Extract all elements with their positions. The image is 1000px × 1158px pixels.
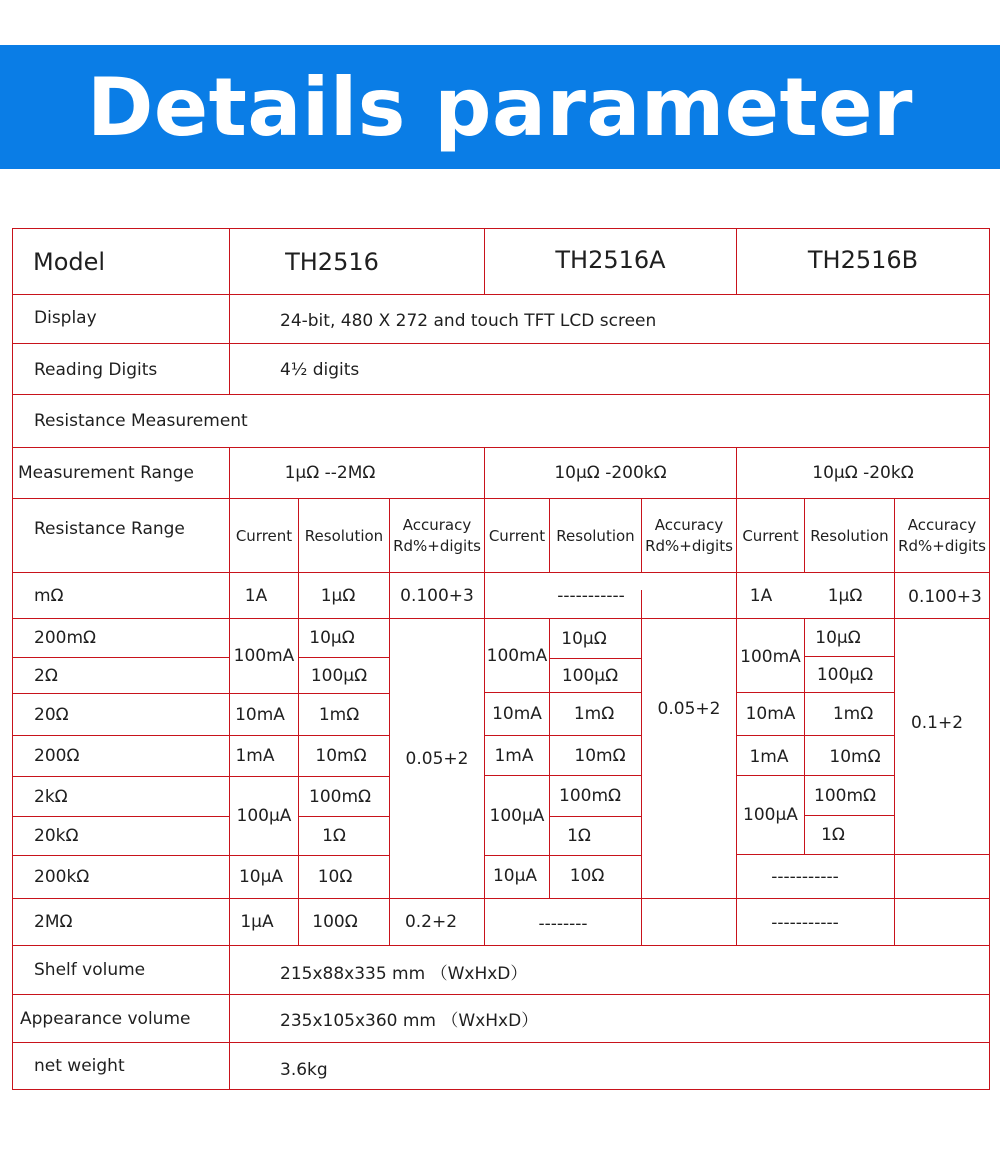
reading-digits-value: 4½ digits — [280, 359, 360, 380]
th2516b-dash: ----------- — [771, 912, 839, 933]
header-current: Current — [235, 526, 293, 545]
th2516a-resolution: 10mΩ — [574, 745, 626, 766]
net-weight-label: net weight — [34, 1056, 125, 1076]
shelf-volume-value: 215x88x335 mm （WxHxD） — [280, 963, 528, 984]
th2516-resolution: 10mΩ — [315, 746, 367, 766]
th2516-resolution: 10μΩ — [309, 628, 355, 648]
th2516a-accuracy: 0.05+2 — [657, 698, 721, 719]
header-resolution: Resolution — [556, 526, 635, 545]
measurement-range-th2516b: 10μΩ -20kΩ — [812, 463, 914, 483]
range-label: mΩ — [34, 585, 64, 606]
th2516b-resolution: 100mΩ — [814, 785, 876, 806]
th2516a-dash: ----------- — [557, 585, 625, 606]
accuracy-line: Accuracy — [654, 515, 724, 534]
range-label: 2kΩ — [34, 786, 68, 807]
th2516b-accuracy: 0.1+2 — [910, 713, 964, 733]
th2516b-dash: ----------- — [771, 866, 839, 887]
accuracy-unit-line: Rd%+digits — [645, 536, 733, 555]
th2516a-dash: -------- — [538, 914, 588, 934]
header-current: Current — [742, 526, 799, 545]
th2516-resolution: 100μΩ — [310, 665, 368, 686]
header-accuracy — [390, 499, 484, 572]
th2516-resolution: 10Ω — [317, 867, 353, 887]
range-label: 200mΩ — [34, 628, 96, 648]
th2516b-resolution: 100μΩ — [816, 664, 874, 685]
th2516-current: 1A — [244, 585, 268, 606]
accuracy-line: Accuracy — [907, 515, 977, 534]
display-value: 24-bit, 480 X 272 and touch TFT LCD screen — [280, 311, 657, 331]
reading-digits-label: Reading Digits — [34, 359, 158, 380]
th2516a-resolution: 100μΩ — [561, 665, 619, 686]
range-label: 20kΩ — [34, 826, 79, 846]
th2516b-current: 100μA — [743, 805, 798, 825]
th2516-accuracy: 0.100+3 — [400, 585, 474, 606]
header-resolution: Resolution — [810, 526, 889, 545]
range-label: 200Ω — [34, 746, 80, 766]
range-label: 20Ω — [34, 704, 69, 725]
th2516b-resolution: 1μΩ — [827, 585, 863, 606]
model-th2516b: TH2516B — [807, 246, 919, 274]
th2516b-current: 1mA — [749, 747, 789, 767]
appearance-volume-value: 235x105x360 mm （WxHxD） — [280, 1011, 539, 1031]
table-border-right — [989, 228, 990, 1090]
range-label: 200kΩ — [34, 867, 90, 887]
th2516b-accuracy: 0.100+3 — [908, 586, 982, 607]
accuracy-unit-line: Rd%+digits — [393, 536, 481, 555]
th2516b-current: 1A — [749, 585, 773, 606]
th2516-current: 10mA — [235, 704, 285, 725]
appearance-volume-label: Appearance volume — [20, 1008, 191, 1029]
th2516a-resolution: 10μΩ — [561, 628, 607, 649]
th2516-current: 1μA — [240, 912, 274, 932]
th2516a-current: 100mA — [486, 645, 548, 666]
range-label: 2MΩ — [34, 912, 73, 932]
th2516a-current: 100μA — [489, 805, 545, 826]
th2516a-resolution: 1mΩ — [573, 704, 615, 724]
th2516-resolution: 100mΩ — [309, 786, 371, 807]
th2516b-resolution: 10μΩ — [815, 627, 861, 648]
model-th2516a: TH2516A — [555, 246, 666, 274]
header-resolution: Resolution — [304, 526, 384, 545]
th2516-current: 100μA — [236, 806, 292, 826]
range-label: 2Ω — [34, 665, 58, 686]
th2516a-current: 1mA — [494, 745, 534, 766]
th2516a-current: 10μA — [492, 866, 538, 886]
th2516-accuracy: 0.05+2 — [405, 748, 469, 769]
header-accuracy — [642, 499, 736, 572]
th2516b-resolution: 1mΩ — [832, 704, 874, 724]
model-th2516: TH2516 — [285, 248, 379, 276]
measurement-range-th2516: 1μΩ --2MΩ — [284, 463, 376, 483]
net-weight-value: 3.6kg — [280, 1060, 328, 1080]
th2516b-current: 100mA — [740, 646, 801, 667]
display-label: Display — [34, 308, 97, 328]
th2516-resolution: 1mΩ — [318, 704, 360, 725]
header-current: Current — [488, 526, 546, 545]
page-title: Details parameter — [87, 60, 913, 154]
th2516-accuracy: 0.2+2 — [404, 912, 458, 932]
th2516-resolution: 1Ω — [322, 826, 346, 846]
th2516-current: 1mA — [235, 746, 275, 766]
accuracy-line: Accuracy — [402, 515, 472, 534]
th2516-resolution: 1μΩ — [320, 585, 356, 606]
table-border-left — [12, 228, 13, 1090]
measurement-range-th2516a: 10μΩ -200kΩ — [554, 463, 667, 483]
th2516a-resolution: 1Ω — [567, 826, 591, 846]
measurement-range-label: Measurement Range — [18, 463, 194, 483]
th2516-current: 100mA — [233, 646, 295, 666]
th2516-resolution: 100Ω — [312, 912, 358, 932]
model-label: Model — [33, 248, 106, 276]
th2516a-resolution: 10Ω — [569, 866, 605, 886]
shelf-volume-label: Shelf volume — [34, 960, 146, 980]
th2516a-resolution: 100mΩ — [559, 786, 621, 806]
resistance-range-label: Resistance Range — [34, 519, 185, 539]
th2516-current: 10μA — [238, 867, 284, 887]
th2516b-resolution: 1Ω — [821, 825, 845, 845]
th2516b-current: 10mA — [745, 704, 796, 724]
th2516a-current: 10mA — [492, 704, 542, 724]
accuracy-unit-line: Rd%+digits — [898, 536, 986, 555]
header-accuracy — [895, 499, 989, 572]
th2516b-resolution: 10mΩ — [829, 747, 881, 767]
resistance-measurement-label: Resistance Measurement — [34, 411, 248, 431]
